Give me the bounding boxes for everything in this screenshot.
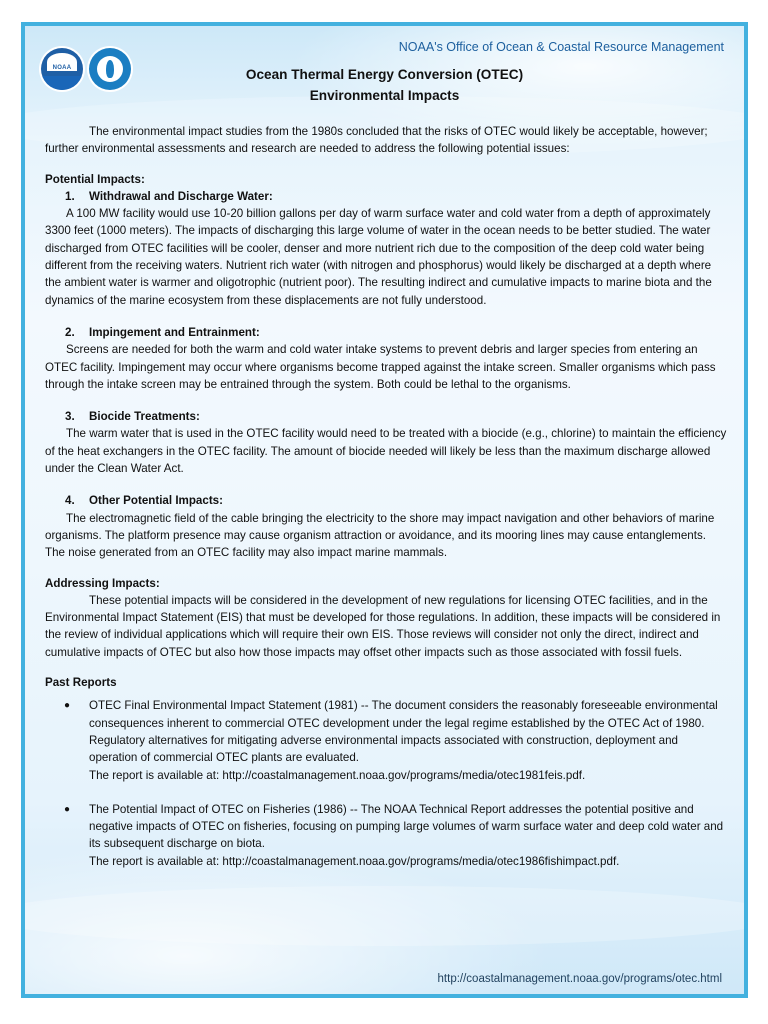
impact-body: The electromagnetic field of the cable bringing the electricity to the shore may impact navigation and other behaviors of marine organisms. The platform presence may cause organism attraction or avoidance, and its mooring lines may cause entanglements. The noise generated from an OTEC facility may also impact marine mammals.: [45, 511, 715, 560]
impact-title: Other Potential Impacts:: [89, 494, 223, 508]
addressing-impacts-paragraph: These potential impacts will be considered in the development of new regulations for licensing OTEC facilities, and in the Environmental Impact Statement (EIS) that must be developed for those regulations. In addition, these impacts will be considered in the review of individual applications which will require their own EIS. Those reviews will consider not only the direct, indirect and cumulative impacts of OTEC but also how those impacts may offset other impacts such as those associated with fossil fuels.: [45, 593, 721, 659]
title-line-1: Ocean Thermal Energy Conversion (OTEC): [245, 67, 524, 82]
impact-heading: [45, 492, 727, 509]
noaa-logo-text: NOAA: [52, 65, 72, 71]
bullet-icon: ●: [63, 803, 71, 815]
intro-paragraph: The environmental impact studies from the 1980s concluded that the risks of OTEC would likely be acceptable, however; further environmental assessments and research are needed to address the following potential issues:: [45, 125, 708, 156]
impact-heading: [45, 408, 727, 425]
impact-number: 1.: [65, 189, 75, 203]
impact-body: Screens are needed for both the warm and cold water intake systems to prevent debris and larger species from entering an OTEC facility. Impingement may occur where organisms become trapped against the intake screen. Smaller organisms which pass through the intake screen may be entrained through the system. Both could be lethal to the organisms.: [45, 343, 716, 391]
report-description: The Potential Impact of OTEC on Fisheries (1986) -- The NOAA Technical Report addresses the potential positive and negative impacts of OTEC on fisheries, focusing on pumping large volumes of warm surface water and deep cold water and its subsequent discharge on biota.: [89, 802, 724, 851]
report-text: [89, 801, 727, 870]
impact-number: 2.: [65, 325, 75, 339]
impact-heading: [45, 188, 727, 205]
report-description: OTEC Final Environmental Impact Statement (1981) -- The document considers the reasonably foreseeable environmental consequences inherent to commercial OTEC development under the legal regime established by the OTEC Act of 1980. Regulatory alternatives for mitigating adverse environmental impacts associated with construction, deployment and operation of commercial OTEC plants are evaluated.: [89, 699, 718, 765]
impact-item: [45, 408, 727, 477]
footer-url-link[interactable]: http://coastalmanagement.noaa.gov/programs/otec.html: [437, 973, 722, 985]
impact-title: Withdrawal and Discharge Water:: [89, 189, 273, 203]
impact-title: Impingement and Entrainment:: [89, 325, 260, 339]
report-link[interactable]: The report is available at: http://coastalmanagement.noaa.gov/programs/media/otec1986fishimpact.pdf.: [89, 854, 620, 868]
impact-item: [45, 324, 727, 393]
impact-number: 4.: [65, 494, 75, 508]
document-title: [25, 64, 744, 106]
potential-impacts-label: Potential Impacts:: [45, 172, 145, 186]
impact-body: A 100 MW facility would use 10-20 billion gallons per day of warm surface water and cold water from a depth of approximately 3300 feet (1000 meters). The impacts of discharging this large volume of water in the ocean needs to be better studied. The water discharged from OTEC facilities will be cooler, denser and more nutrient rich due to the composition of the deep cold water being different from the receiving waters. Nutrient rich water (with nitrogen and phosphorus) would likely be discharged at a depth where the ambient water is warmer and oligotrophic (nutrient poor). The resulting indirect and cumulative impacts to marine biota and the dynamics of the marine ecosystem from these displacements are not fully understood.: [45, 207, 712, 307]
report-link[interactable]: The report is available at: http://coastalmanagement.noaa.gov/programs/media/otec1981feis.pdf.: [89, 768, 586, 782]
impact-heading: [45, 324, 727, 341]
background-wave: [21, 886, 748, 946]
impact-item: [45, 492, 727, 561]
document-body: [45, 123, 727, 870]
office-name: NOAA's Office of Ocean & Coastal Resource Management: [398, 40, 724, 54]
page-frame: [21, 22, 748, 998]
bullet-icon: ●: [63, 700, 71, 712]
impact-body: The warm water that is used in the OTEC facility would need to be treated with a biocide (e.g., chlorine) to maintain the efficiency of the heat exchangers in the OTEC facility. The amount of biocide needed will likely be less than the maximum discharge allowed under the Clean Water Act.: [45, 427, 727, 476]
impact-number: 3.: [65, 410, 75, 424]
report-list-item: [45, 801, 727, 870]
impact-title: Biocide Treatments:: [89, 410, 200, 424]
addressing-impacts-label: Addressing Impacts:: [45, 576, 160, 590]
report-text: [89, 697, 727, 783]
report-list-item: [45, 697, 727, 783]
past-reports-label: Past Reports: [45, 676, 117, 690]
impact-item: [45, 188, 727, 309]
title-line-2: Environmental Impacts: [309, 88, 460, 103]
